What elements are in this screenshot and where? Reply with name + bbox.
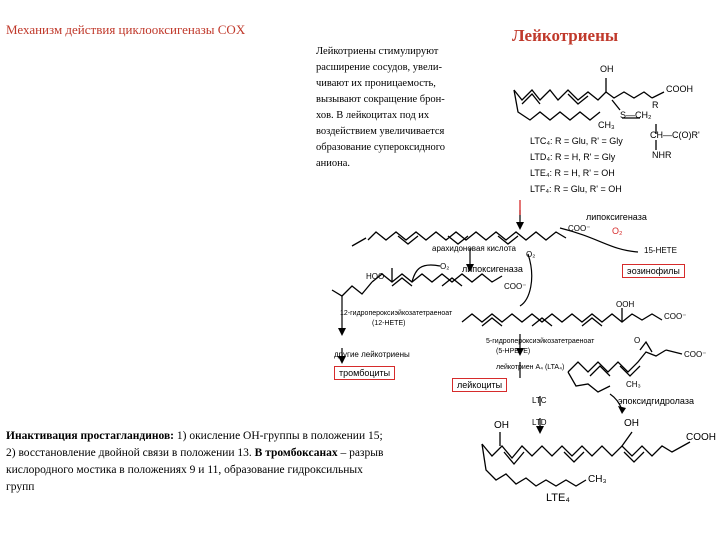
- hpete5-name-label: 5-гидропероксиэйкозатетраеноат: [486, 338, 595, 345]
- lipoxygenase-right-label: липоксигеназа: [586, 212, 647, 222]
- description-line: хов. В лейкоцитах под их: [316, 110, 430, 121]
- ch3-bottom-label: CH₃: [588, 474, 607, 485]
- ch-c-o-label: CH—C(O)R': [650, 130, 700, 140]
- hpete5-abbr-label: (5-HPETE): [496, 348, 531, 355]
- o2-mid-label: O₂: [526, 250, 536, 259]
- lipoxygenase-mid-label: липоксигеназа: [462, 264, 523, 274]
- description-line: Лейкотриены стимулируют: [316, 46, 439, 57]
- lta4-skeleton: [568, 350, 666, 372]
- inactivation-heading: Инактивация простагландинов:: [6, 430, 174, 442]
- lt-variant-row: LTC₄: R = Glu, R' = Gly: [530, 136, 623, 146]
- o-epoxy-label: O: [634, 336, 641, 345]
- hpete12-abbr-label: (12-HETE): [372, 320, 406, 327]
- thrombocytes-box: тромбоциты: [334, 366, 395, 380]
- description-line: чивают их проницаемость,: [316, 78, 436, 89]
- coo-right-label: COO⁻: [664, 312, 687, 321]
- leukocytes-box: лейкоциты: [452, 378, 507, 392]
- lt-variant-row: LTF₄: R = Glu, R' = OH: [530, 184, 622, 194]
- inactivation-line-1: [6, 428, 486, 445]
- hpete12-name-label: 12-гидропероксиэйкозатетраеноат: [340, 310, 453, 317]
- ltd-label: LTD: [532, 418, 547, 427]
- oh-right-label: OH: [624, 418, 639, 429]
- description-line: образование супероксидного: [316, 142, 446, 153]
- leukotriene-skeleton: [514, 90, 652, 100]
- inactivation-line-2-b: – разрыв: [337, 447, 384, 459]
- hete15-label: 15-НЕТЕ: [644, 246, 677, 255]
- inactivation-thromboxanes: В тромбоксанах: [254, 447, 338, 459]
- lt-variant-row: LTD₄: R = H, R' = Gly: [530, 152, 616, 162]
- lt-variant-row: LTE₄: R = H, R' = OH: [530, 168, 615, 178]
- o2-right-label: O₂: [612, 226, 623, 236]
- lta4-name-label: лейкотриен A₄ (LTA₄): [496, 364, 565, 371]
- o2-left-label: O₂: [440, 262, 450, 271]
- inactivation-text: [6, 428, 486, 496]
- cooh-bottom-label: COOH: [686, 432, 716, 443]
- ch3-lta-label: CH₃: [626, 380, 641, 389]
- inactivation-line-3: кислородного мостика в положениях 9 и 11, образование гидроксильных: [6, 464, 363, 476]
- ch3-top-label: CH₃: [598, 120, 615, 130]
- description-line: расширение сосудов, увели-: [316, 62, 442, 73]
- inactivation-line-2: [6, 445, 486, 462]
- oh-left-label: OH: [494, 420, 509, 431]
- leukotrienes-title: Лейкотриены: [512, 26, 619, 45]
- inactivation-line-4: групп: [6, 481, 35, 493]
- coo-top-label: COO⁻: [568, 224, 591, 233]
- lte4-label: LTE₄: [546, 492, 570, 504]
- s-ch2-label: S—CH₂: [620, 110, 652, 120]
- inactivation-line-2-a: 2) восстановление двойной связи в положении 13.: [6, 447, 255, 459]
- ooh-label: OOH: [616, 300, 635, 309]
- arachidonic-acid-label: арахидоновая кислота: [432, 244, 516, 253]
- epoxide-hydrolase-label: эпоксидгидролаза: [618, 396, 694, 406]
- cooh-top-label: COOH: [666, 84, 693, 94]
- description-line: воздействием увеличивается: [316, 126, 445, 137]
- other-leukotrienes-label: другие лейкотриены: [334, 350, 410, 359]
- coo-lta-label: COO⁻: [684, 350, 707, 359]
- page-title: Механизм действия циклооксигеназы COX: [6, 22, 246, 37]
- nhr-label: NHR: [652, 150, 672, 160]
- hoo-label: HOO: [366, 272, 385, 281]
- description-line: аниона.: [316, 158, 351, 169]
- r-group-label: R: [652, 100, 659, 110]
- description-line: вызывают сокращение брон-: [316, 94, 445, 105]
- coo-mid-label: COO⁻: [504, 282, 527, 291]
- oh-top-label: OH: [600, 64, 614, 74]
- lte4-skeleton: [482, 442, 690, 458]
- eosinophils-box: эозинофилы: [622, 264, 685, 278]
- ltc-label: LTC: [532, 396, 547, 405]
- inactivation-line-1-rest: 1) окисление ОН-группы в положении 15;: [174, 430, 383, 442]
